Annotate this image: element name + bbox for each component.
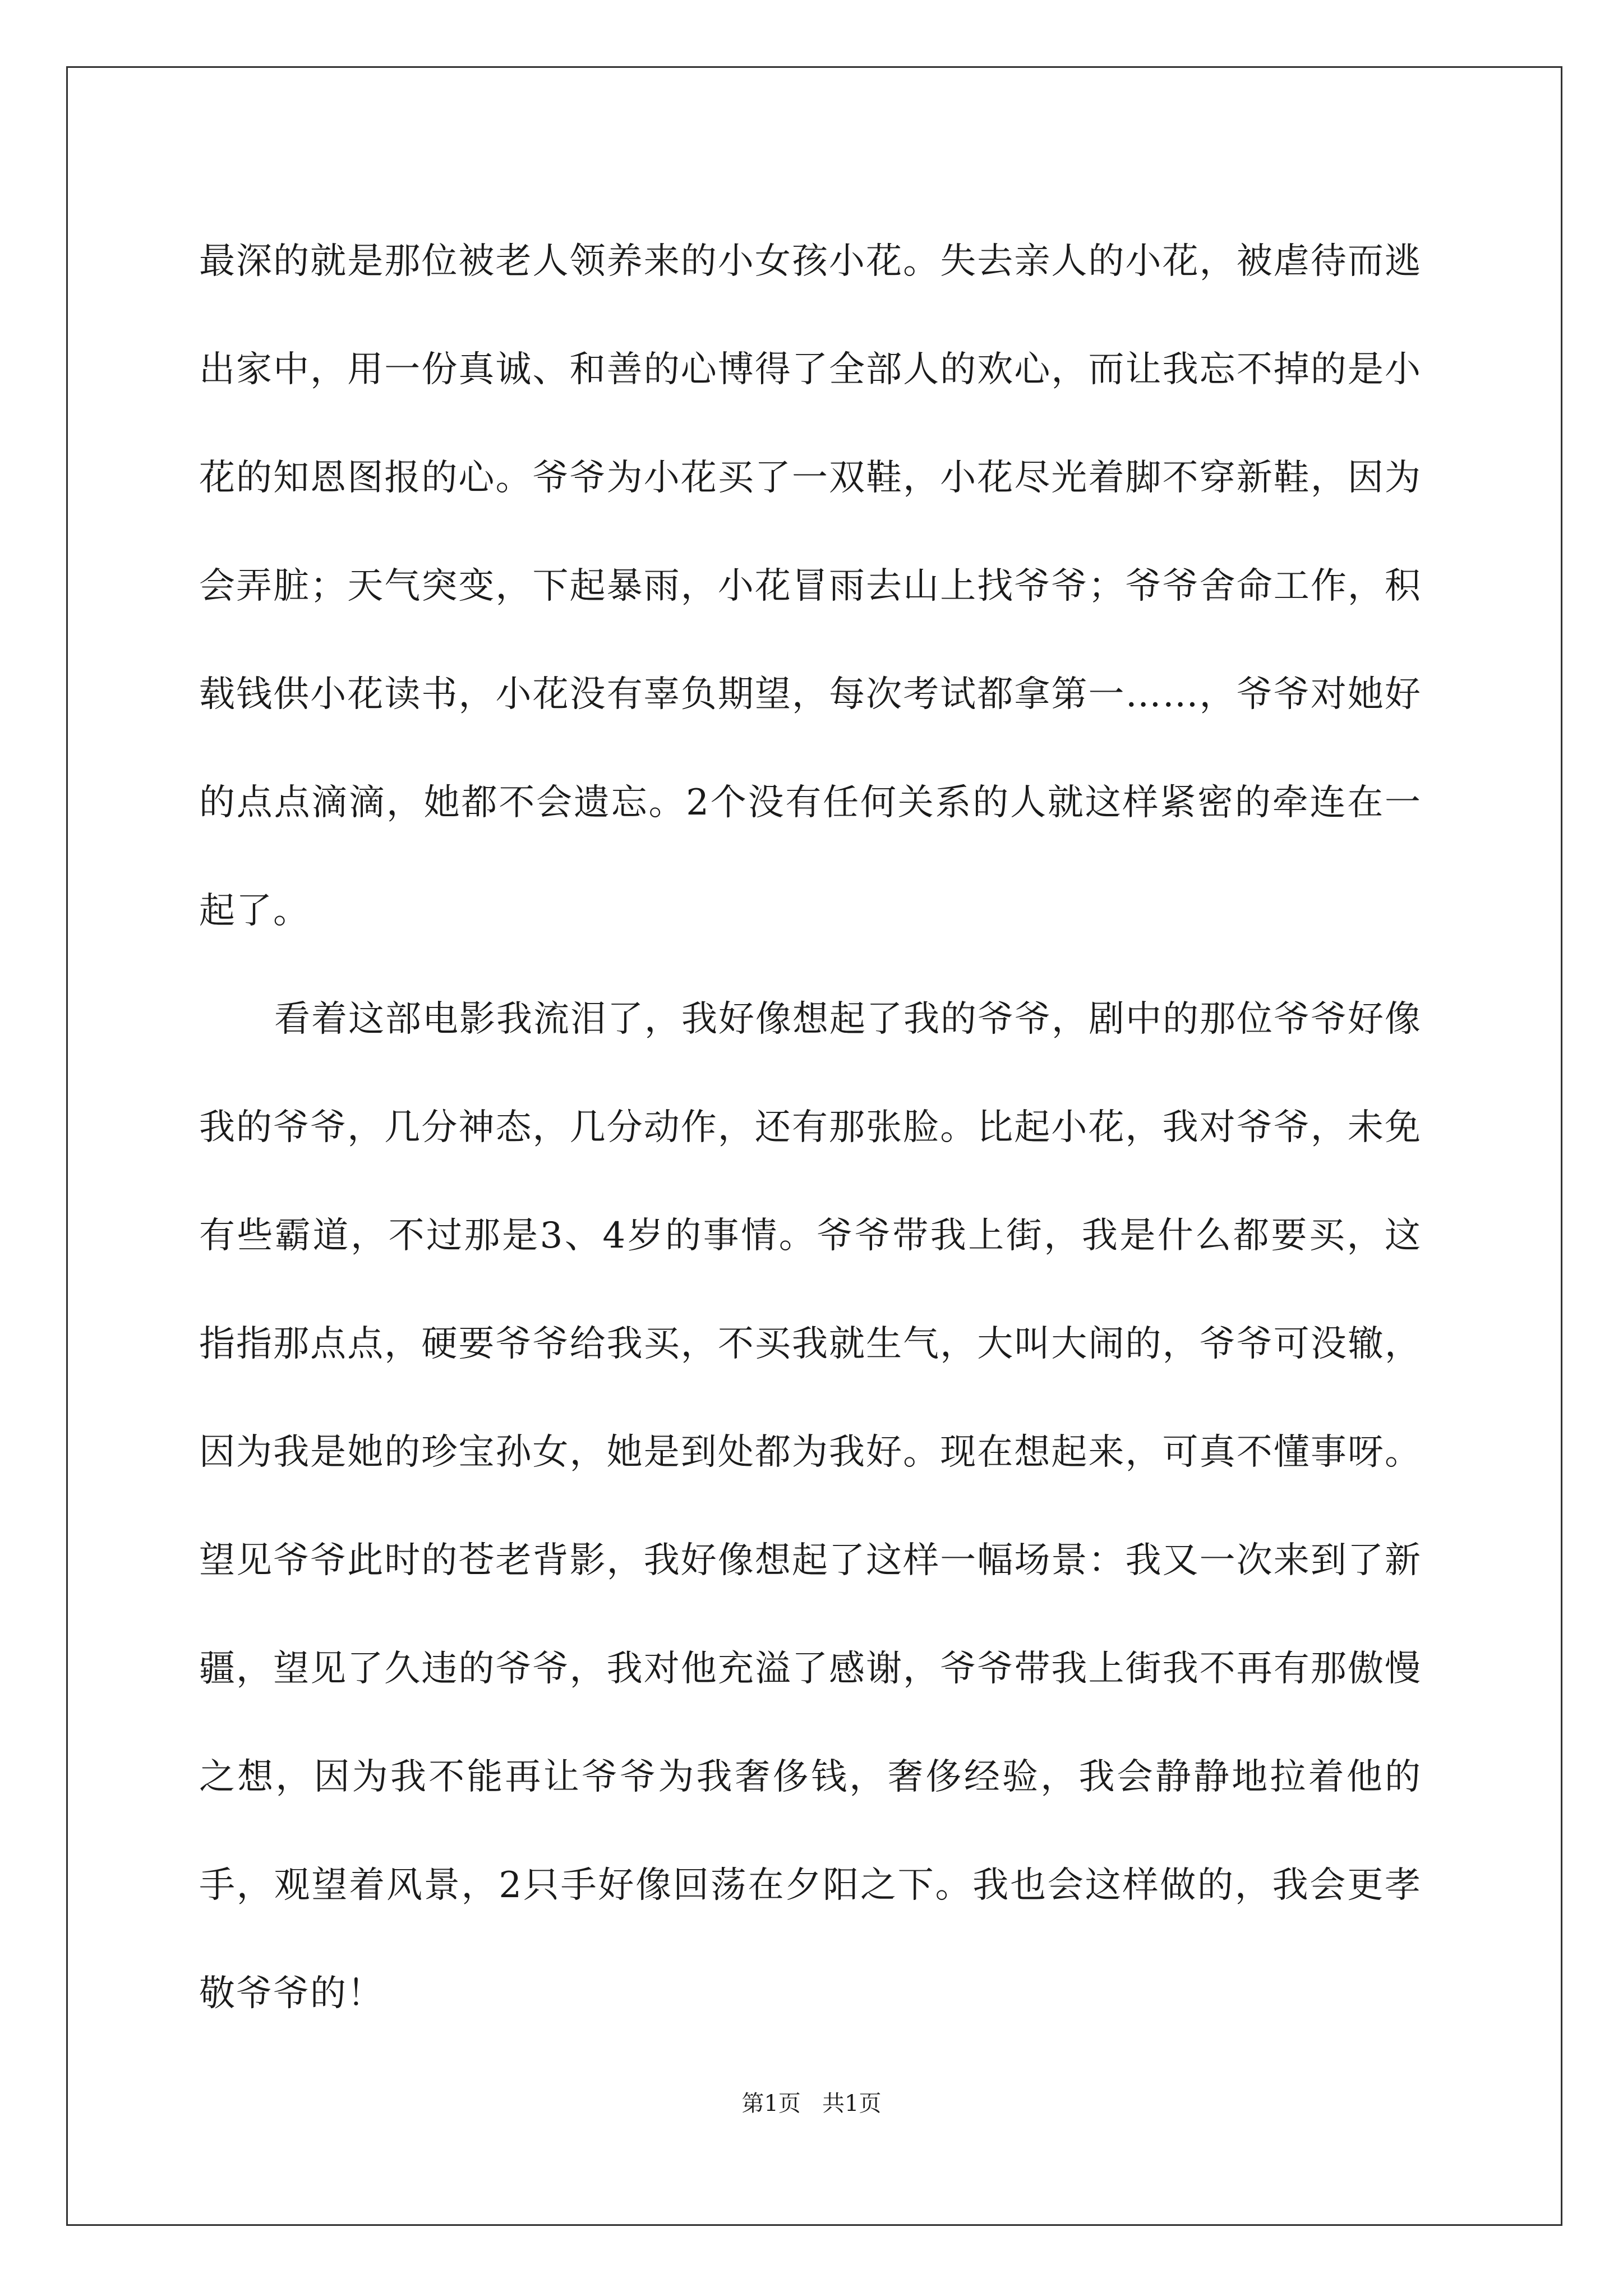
document-body xyxy=(199,208,1422,2048)
paragraph-2: 看着这部电影我流泪了，我好像想起了我的爷爷，剧中的那位爷爷好像我的爷爷，几分神态，几分动作，还有那张脸。比起小花，我对爷爷，未免有些霸道，不过那是3、4岁的事情。爷爷带我上街，我是什么都要买，这指指那点点，硬要爷爷给我买，不买我就生气，大叫大闹的，爷爷可没辙，因为我是她的珍宝孙女，她是到处都为我好。现在想起来，可真不懂事呀。望见爷爷此时的苍老背影，我好像想起了这样一幅场景：我又一次来到了新疆，望见了久违的爷爷，我对他充溢了感谢，爷爷带我上街我不再有那傲慢之想，因为我不能再让爷爷为我奢侈钱，奢侈经验，我会静静地拉着他的手，观望着风景，2只手好像回荡在夕阳之下。我也会这样做的，我会更孝敬爷爷的！ xyxy=(199,999,1422,2014)
paragraph-1: 最深的就是那位被老人领养来的小女孩小花。失去亲人的小花，被虐待而逃出家中，用一份真诚、和善的心博得了全部人的欢心，而让我忘不掉的是小花的知恩图报的心。爷爷为小花买了一双鞋，小花尽光着脚不穿新鞋，因为会弄脏；天气突变，下起暴雨，小花冒雨去山上找爷爷；爷爷舍命工作，积载钱供小花读书，小花没有辜负期望，每次考试都拿第一……，爷爷对她好的点点滴滴，她都不会遗忘。2个没有任何关系的人就这样紧密的牵连在一起了。 xyxy=(199,241,1422,932)
page-number-footer: 第1页 共1页 xyxy=(741,2091,882,2116)
